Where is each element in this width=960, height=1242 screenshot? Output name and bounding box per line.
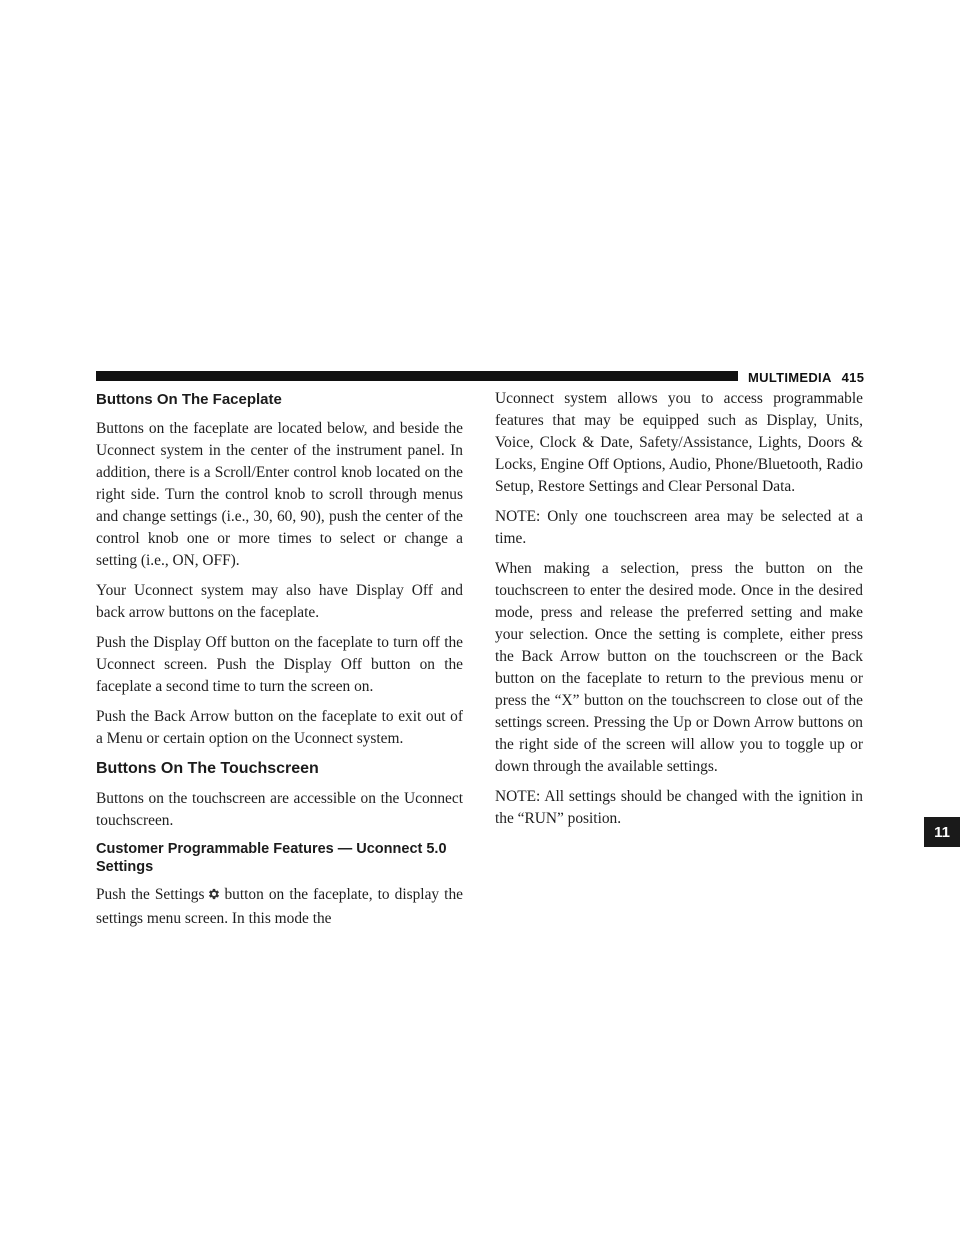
running-header [748,368,868,386]
paragraph-touchscreen-buttons: Buttons on the touchscreen are accessible on the Uconnect touchscreen. [96,790,463,829]
right-column [495,388,863,838]
heading-touchscreen-buttons: Buttons On The Touchscreen [96,760,319,777]
note-label: NOTE: [495,788,541,805]
settings-text-before: Push the Settings [96,886,205,903]
paragraph-display-off-usage: Push the Display Off button on the faceplate to turn off the Uconnect screen. Push the Display Off button on the faceplate a second time to turn the screen on. [96,634,463,695]
page-number: 415 [841,369,865,385]
heading-faceplate-buttons: Buttons On The Faceplate [96,391,282,408]
settings-text-after: button on the faceplate, to display the settings menu screen. In this mode the [96,886,463,927]
chapter-tab: 11 [924,817,960,847]
paragraph-display-off-availability: Your Uconnect system may also have Display Off and back arrow buttons on the faceplate. [96,582,463,621]
note-single-selection [495,506,863,550]
section-title: MULTIMEDIA [748,369,832,385]
paragraph-faceplate-intro: Buttons on the faceplate are located below, and beside the Uconnect system in the center of the instrument panel. In addition, there is a Scroll/Enter control knob located on the right side. Turn the control knob to scroll through menus and change settings (i.e., 30, 60, 90), push the center of the control knob one or more times to select or change a setting (i.e., ON, OFF). [96,420,463,569]
paragraph-programmable-list: Uconnect system allows you to access programmable features that may be equipped such as Display, Units, Voice, Clock & Date, Safety/Assistance, Lights, Doors & Locks, Engine Off Options, Audio, Phone/Bluetooth, Radio Setup, Restore Settings and Clear Personal Data. [495,390,863,495]
header-rule [96,371,738,381]
left-column [96,390,463,938]
paragraph-making-selection: When making a selection, press the button on the touchscreen to enter the desired mode. Once in the desired mode, press and release the preferred setting and make your selection. Once the setting is complete, either press the Back Arrow button on the touchscreen or the Back button on the faceplate to return to the previous menu or press the “X” button on the touchscreen to close out of the settings screen. Pressing the Up or Down Arrow buttons on the right side of the screen will allow you to toggle up or down through the available settings. [495,560,863,775]
gear-icon [207,886,221,908]
heading-programmable-features: Customer Programmable Features — Uconnect 5.0 Settings [96,841,447,875]
note-label: NOTE: [495,508,541,525]
paragraph-settings-button [96,884,463,930]
note-text: Only one touchscreen area may be selected at a time. [495,508,863,547]
paragraph-back-arrow-usage: Push the Back Arrow button on the faceplate to exit out of a Menu or certain option on the Uconnect system. [96,708,463,747]
note-text: All settings should be changed with the ignition in the “RUN” position. [495,788,863,827]
note-ignition-run [495,786,863,830]
